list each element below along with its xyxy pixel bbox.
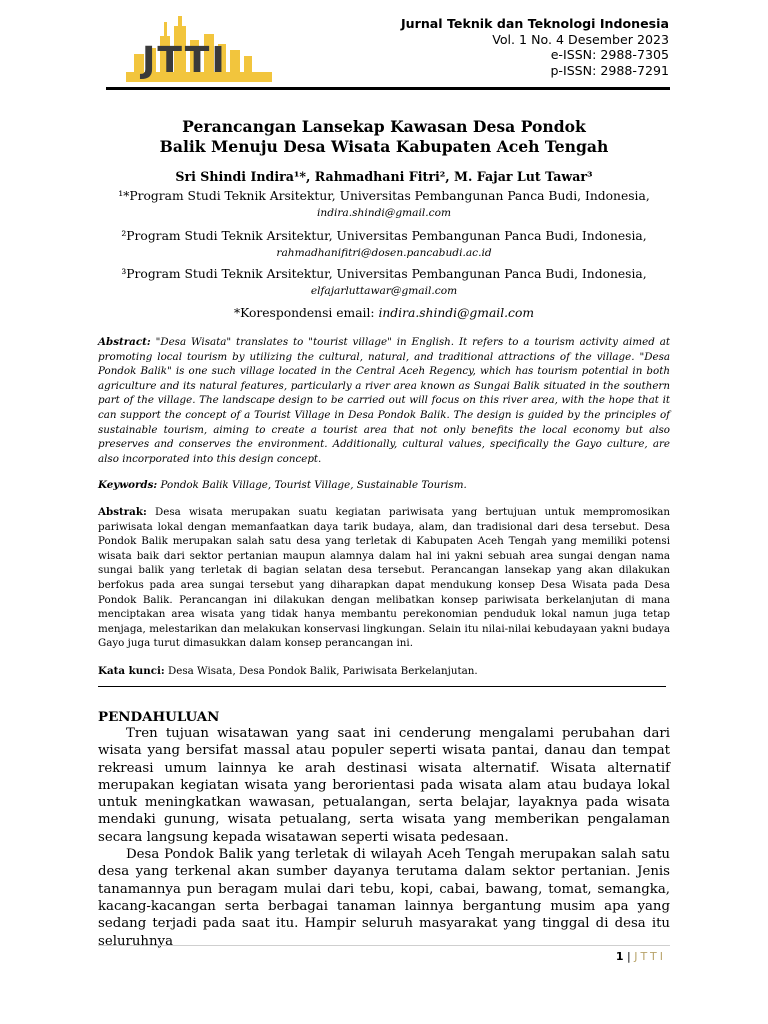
journal-pissn: p-ISSN: 2988-7291: [550, 62, 669, 78]
journal-eissn: e-ISSN: 2988-7305: [550, 47, 669, 63]
correspondence-label: *Korespondensi email:: [233, 306, 379, 320]
paragraph: Desa Pondok Balik yang terletak di wilayah Aceh Tengah merupakan salah satu desa yang terkenal akan sumber dayanya terutama dalam sektor pertanian. Jenis tanamannya pun beragam mulai dari tebu, kopi, cabai, bawang, tomat, semangka, kacang-kacangan serta berbagai tanaman lainnya bergantung musim apa yang sedang terjadi pada saat itu. Hampir seluruh masyarakat yang tinggal di desa itu seluruhnya: [98, 847, 670, 949]
jtti-logo: [124, 14, 274, 86]
footer-journal: JTTI: [634, 950, 666, 963]
title-line-2: Balik Menuju Desa Wisata Kabupaten Aceh Tengah: [159, 137, 609, 156]
correspondence: [100, 305, 668, 321]
journal-info: [401, 16, 669, 78]
abstrak-text: Desa wisata merupakan suatu kegiatan pariwisata yang bertujuan untuk mempromosikan pariwisata lokal dengan memanfaatkan daya tarik budaya, alam, dan tradisional dari desa tersebut. Desa Pondok Balik merupakan salah satu desa yang terletak di Kabupaten Aceh Tengah yang memiliki potensi wisata baik dari sektor pertanian maupun alamnya dalam hal ini yakni sebuah area sungai dengan nama sungai balik yang terletak di bagian selatan desa tersebut. Perancangan lansekap yang akan dilakukan berfokus pada area sungai tersebut yang diharapkan dapat mendukung konsep Desa Wisata pada Desa Pondok Balik. Perancangan ini dilakukan dengan melibatkan konsep pariwisata berkelanjutan di mana menciptakan area wisata yang tidak hanya membantu perekonomian penduduk lokal namun juga tetap menjaga, melestarikan dan melakukan konservasi lingkungan. Selain itu nilai-nilai kebudayaan yakni budaya Gayo juga turut dimasukkan dalam konsep perancangan ini.: [98, 506, 670, 650]
header-rule: [106, 87, 670, 90]
abstract-english: [98, 335, 670, 466]
section-divider: [98, 686, 666, 687]
abstract-indonesian: [98, 505, 670, 651]
keywords-label: Keywords:: [98, 479, 158, 491]
keywords-indonesian: [98, 664, 670, 678]
correspondence-email[interactable]: indira.shindi@gmail.com: [378, 306, 535, 320]
kata-kunci-label: Kata kunci:: [98, 665, 165, 677]
paper-title: [100, 117, 668, 157]
footer-separator: |: [627, 950, 631, 963]
abstrak-label: Abstrak:: [98, 506, 147, 518]
section-title: PENDAHULUAN: [98, 709, 220, 725]
journal-name: Jurnal Teknik dan Teknologi Indonesia: [400, 16, 669, 31]
page-number: 1: [615, 950, 624, 963]
paragraph: Tren tujuan wisatawan yang saat ini cenderung mengalami perubahan dari wisata yang bersifat massal atau populer seperti wisata pantai, danau dan tempat rekreasi umum lainnya ke arah destinasi wisata alternatif. Wisata alternatif merupakan kegiatan wisata yang berorientasi pada wisata alam atau budaya lokal untuk meningkatkan wawasan, petualangan, serta belajar, layaknya pada wisata mendaki gunung, wisata petualang, serta wisata yang memberikan pengalaman secara langsung kepada wisatawan seperti wisata pedesaan.: [98, 726, 670, 845]
keywords-english: [98, 478, 670, 492]
affiliation-1: ¹*Program Studi Teknik Arsitektur, Universitas Pembangunan Panca Budi, Indonesia,: [118, 189, 650, 203]
affiliation-3-email: elfajarluttawar@gmail.com: [310, 285, 458, 297]
affiliation-2: ²Program Studi Teknik Arsitektur, Universitas Pembangunan Panca Budi, Indonesia,: [121, 229, 647, 243]
section-body: [98, 725, 670, 950]
affiliation-1-email: indira.shindi@gmail.com: [316, 207, 451, 219]
logo-text: JTTI: [142, 40, 227, 81]
affiliation-3: ³Program Studi Teknik Arsitektur, Universitas Pembangunan Panca Budi, Indonesia,: [121, 267, 647, 281]
abstract-label: Abstract:: [98, 336, 151, 348]
title-line-1: Perancangan Lansekap Kawasan Desa Pondok: [182, 117, 586, 136]
kata-kunci-text: Desa Wisata, Desa Pondok Balik, Pariwisata Berkelanjutan.: [164, 665, 478, 677]
page-footer: [616, 950, 666, 963]
abstract-text: "Desa Wisata" translates to "tourist village" in English. It refers to a tourism activity aimed at promoting local tourism by utilizing the cultural, natural, and traditional attractions of the village. "Desa Pondok Balik" is one such village located in the Central Aceh Regency, which has tourism potential in both agriculture and its natural features, particularly a river area known as Sungai Balik situated in the southern part of the village. The landscape design to be carried out will focus on this river area, with the hope that it can support the concept of a Tourist Village in Desa Pondok Balik. The design is guided by the principles of sustainable tourism, aiming to create a tourist area that not only benefits the local economy but also preserves and conserves the environment. Additionally, cultural values, specifically the Gayo culture, are also incorporated into this design concept.: [98, 336, 670, 465]
keywords-text: Pondok Balik Village, Tourist Village, Sustainable Tourism.: [157, 479, 467, 491]
affiliation-2-email: rahmadhanifitri@dosen.pancabudi.ac.id: [276, 247, 492, 259]
author-list: Sri Shindi Indira¹*, Rahmadhani Fitri², M. Fajar Lut Tawar³: [175, 169, 593, 184]
journal-volume: Vol. 1 No. 4 Desember 2023: [492, 31, 669, 47]
footer-rule: [98, 945, 670, 946]
